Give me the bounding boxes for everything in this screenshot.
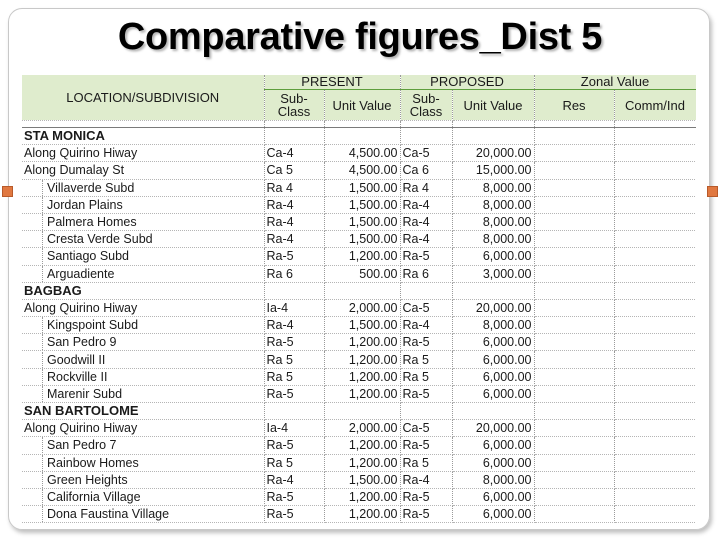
slide-title: Comparative figures_Dist 5	[117, 16, 603, 58]
subdivision-cell	[22, 265, 264, 282]
present-subclass-cell	[264, 128, 324, 145]
present-subclass-cell: Ra 5	[264, 351, 324, 368]
present-subclass-cell: Ra 5	[264, 454, 324, 471]
present-unit-value-cell: 1,200.00	[324, 334, 400, 351]
proposed-subclass-cell: Ra 4	[400, 179, 452, 196]
present-unit-value-cell: 4,500.00	[324, 145, 400, 162]
proposed-unit-value-cell	[452, 403, 534, 420]
proposed-subclass-cell: Ra-5	[400, 506, 452, 523]
proposed-subclass-cell: Ra-4	[400, 213, 452, 230]
barangay-row	[22, 282, 696, 299]
proposed-unit-value-cell	[452, 128, 534, 145]
subdivision-cell	[22, 317, 264, 334]
present-unit-value-cell: 1,500.00	[324, 317, 400, 334]
present-unit-value-cell	[324, 403, 400, 420]
proposed-subclass-cell: Ra-5	[400, 334, 452, 351]
res-cell	[534, 506, 614, 523]
table-row	[22, 471, 696, 488]
res-cell	[534, 128, 614, 145]
subdivision-cell	[22, 179, 264, 196]
subdivision-name: Goodwill II	[42, 352, 105, 368]
present-unit-value-cell: 1,200.00	[324, 248, 400, 265]
comm-ind-cell	[614, 471, 696, 488]
subdivision-cell	[22, 471, 264, 488]
res-cell	[534, 196, 614, 213]
comm-ind-cell	[614, 231, 696, 248]
present-unit-value-cell: 2,000.00	[324, 299, 400, 316]
road-name: Along Quirino Hiway	[22, 420, 264, 437]
table-row	[22, 265, 696, 282]
subdivision-name: Cresta Verde Subd	[42, 231, 153, 247]
subdivision-name: Marenir Subd	[42, 386, 122, 402]
present-unit-value-cell: 1,200.00	[324, 437, 400, 454]
road-name: Along Quirino Hiway	[22, 145, 264, 162]
res-cell	[534, 437, 614, 454]
comm-ind-cell	[614, 299, 696, 316]
proposed-unit-value-cell: 8,000.00	[452, 179, 534, 196]
table-row	[22, 299, 696, 316]
proposed-unit-value-cell: 6,000.00	[452, 248, 534, 265]
table-row	[22, 213, 696, 230]
present-unit-value-header: Unit Value	[324, 90, 400, 121]
present-unit-value-cell: 2,000.00	[324, 420, 400, 437]
res-cell	[534, 471, 614, 488]
table-row	[22, 506, 696, 523]
proposed-unit-value-cell: 6,000.00	[452, 385, 534, 402]
res-cell	[534, 351, 614, 368]
table-row	[22, 454, 696, 471]
present-unit-value-cell: 1,200.00	[324, 368, 400, 385]
proposed-unit-value-cell: 8,000.00	[452, 471, 534, 488]
present-subclass-cell: Ra-5	[264, 385, 324, 402]
table-row	[22, 196, 696, 213]
table-row	[22, 231, 696, 248]
table-row	[22, 162, 696, 179]
barangay-name: SAN BARTOLOME	[22, 403, 264, 420]
present-unit-value-cell: 1,200.00	[324, 351, 400, 368]
res-cell	[534, 385, 614, 402]
subdivision-name: Rainbow Homes	[42, 455, 139, 471]
comm-ind-cell	[614, 488, 696, 505]
subdivision-cell	[22, 196, 264, 213]
zonal-value-table-container	[22, 75, 696, 530]
proposed-unit-value-cell: 3,000.00	[452, 265, 534, 282]
present-subclass-cell: Ra-4	[264, 471, 324, 488]
proposed-unit-value-cell: 8,000.00	[452, 317, 534, 334]
present-subclass-cell: Ra-4	[264, 317, 324, 334]
proposed-subclass-cell: Ra-5	[400, 385, 452, 402]
proposed-unit-value-cell: 6,000.00	[452, 368, 534, 385]
res-cell	[534, 299, 614, 316]
present-subclass-cell: Ra-4	[264, 213, 324, 230]
res-cell	[534, 317, 614, 334]
present-subclass-cell: Ra-5	[264, 488, 324, 505]
subdivision-cell	[22, 334, 264, 351]
proposed-subclass-cell: Ra-5	[400, 437, 452, 454]
subdivision-cell	[22, 437, 264, 454]
header-separator	[22, 121, 696, 128]
table-row	[22, 351, 696, 368]
present-subclass-cell	[264, 282, 324, 299]
subdivision-name: Rockville II	[42, 369, 107, 385]
comm-ind-header: Comm/Ind	[614, 90, 696, 121]
present-subclass-cell: Ca-4	[264, 145, 324, 162]
subdivision-cell	[22, 231, 264, 248]
present-unit-value-cell: 500.00	[324, 265, 400, 282]
proposed-unit-value-cell: 8,000.00	[452, 213, 534, 230]
comm-ind-cell	[614, 506, 696, 523]
resize-handle-right[interactable]	[707, 186, 718, 197]
present-subclass-cell: Ra 6	[264, 265, 324, 282]
comm-ind-cell	[614, 368, 696, 385]
proposed-unit-value-cell: 15,000.00	[452, 162, 534, 179]
subdivision-name: California Village	[42, 489, 141, 505]
proposed-unit-value-cell: 20,000.00	[452, 299, 534, 316]
subdivision-cell	[22, 385, 264, 402]
comm-ind-cell	[614, 162, 696, 179]
table-body	[22, 128, 696, 523]
present-unit-value-cell: 1,500.00	[324, 231, 400, 248]
proposed-unit-value-cell: 8,000.00	[452, 196, 534, 213]
res-cell	[534, 282, 614, 299]
barangay-name: BAGBAG	[22, 282, 264, 299]
present-unit-value-cell: 1,500.00	[324, 196, 400, 213]
road-name: Along Dumalay St	[22, 162, 264, 179]
present-subclass-cell: Ra-5	[264, 248, 324, 265]
subdivision-name: Green Heights	[42, 472, 128, 488]
present-group-header: PRESENT	[264, 75, 400, 90]
subdivision-name: Palmera Homes	[42, 214, 137, 230]
table-row	[22, 488, 696, 505]
table-row	[22, 437, 696, 454]
proposed-subclass-cell: Ra 5	[400, 351, 452, 368]
comm-ind-cell	[614, 282, 696, 299]
comm-ind-cell	[614, 145, 696, 162]
comm-ind-cell	[614, 437, 696, 454]
barangay-row	[22, 128, 696, 145]
comm-ind-cell	[614, 128, 696, 145]
subdivision-name: San Pedro 9	[42, 334, 117, 350]
proposed-subclass-header: Sub- Class	[400, 90, 452, 121]
proposed-unit-value-cell: 20,000.00	[452, 145, 534, 162]
present-unit-value-cell: 1,500.00	[324, 213, 400, 230]
present-subclass-cell: Ra-4	[264, 231, 324, 248]
proposed-unit-value-cell: 8,000.00	[452, 231, 534, 248]
present-subclass-cell: Ra 5	[264, 368, 324, 385]
proposed-unit-value-cell	[452, 282, 534, 299]
comm-ind-cell	[614, 196, 696, 213]
subdivision-cell	[22, 213, 264, 230]
present-unit-value-cell	[324, 282, 400, 299]
present-unit-value-cell: 1,500.00	[324, 179, 400, 196]
proposed-unit-value-cell: 6,000.00	[452, 488, 534, 505]
proposed-unit-value-cell: 6,000.00	[452, 506, 534, 523]
table-row	[22, 145, 696, 162]
zonal-value-table	[22, 75, 696, 523]
res-cell	[534, 403, 614, 420]
res-cell	[534, 488, 614, 505]
subdivision-name: Jordan Plains	[42, 197, 123, 213]
present-unit-value-cell: 1,200.00	[324, 385, 400, 402]
res-cell	[534, 145, 614, 162]
location-header: LOCATION/SUBDIVISION	[22, 75, 264, 121]
proposed-subclass-cell: Ca-5	[400, 420, 452, 437]
res-cell	[534, 231, 614, 248]
resize-handle-left[interactable]	[2, 186, 13, 197]
present-subclass-cell: Ia-4	[264, 420, 324, 437]
comm-ind-cell	[614, 334, 696, 351]
subdivision-cell	[22, 248, 264, 265]
proposed-subclass-cell: Ra 5	[400, 454, 452, 471]
proposed-subclass-cell: Ca 6	[400, 162, 452, 179]
comm-ind-cell	[614, 454, 696, 471]
subdivision-cell	[22, 351, 264, 368]
proposed-subclass-cell	[400, 128, 452, 145]
proposed-group-header: PROPOSED	[400, 75, 534, 90]
table-row	[22, 420, 696, 437]
subdivision-name: Santiago Subd	[42, 248, 129, 264]
present-subclass-cell: Ra-4	[264, 196, 324, 213]
res-cell	[534, 454, 614, 471]
subdivision-cell	[22, 454, 264, 471]
comm-ind-cell	[614, 420, 696, 437]
comm-ind-cell	[614, 351, 696, 368]
present-subclass-cell: Ra-5	[264, 506, 324, 523]
zonal-value-group-header: Zonal Value	[534, 75, 696, 90]
proposed-subclass-cell: Ra-4	[400, 471, 452, 488]
present-subclass-cell	[264, 403, 324, 420]
proposed-unit-value-cell: 6,000.00	[452, 334, 534, 351]
subdivision-cell	[22, 488, 264, 505]
present-subclass-cell: Ra 4	[264, 179, 324, 196]
present-subclass-cell: Ra-5	[264, 437, 324, 454]
proposed-subclass-cell: Ra 5	[400, 368, 452, 385]
comm-ind-cell	[614, 403, 696, 420]
table-row	[22, 317, 696, 334]
comm-ind-cell	[614, 265, 696, 282]
present-subclass-cell: Ia-4	[264, 299, 324, 316]
present-subclass-cell: Ra-5	[264, 334, 324, 351]
proposed-subclass-cell: Ra-4	[400, 231, 452, 248]
subdivision-name: Arguadiente	[42, 266, 114, 282]
present-unit-value-cell: 4,500.00	[324, 162, 400, 179]
comm-ind-cell	[614, 317, 696, 334]
present-subclass-cell: Ca 5	[264, 162, 324, 179]
proposed-subclass-cell: Ra 6	[400, 265, 452, 282]
proposed-subclass-cell: Ra-4	[400, 196, 452, 213]
proposed-subclass-cell: Ra-5	[400, 488, 452, 505]
table-row	[22, 334, 696, 351]
table-row	[22, 248, 696, 265]
res-cell	[534, 265, 614, 282]
res-cell	[534, 248, 614, 265]
barangay-row	[22, 403, 696, 420]
res-cell	[534, 179, 614, 196]
res-header: Res	[534, 90, 614, 121]
res-cell	[534, 420, 614, 437]
table-row	[22, 385, 696, 402]
present-unit-value-cell: 1,200.00	[324, 454, 400, 471]
table-row	[22, 179, 696, 196]
proposed-unit-value-header: Unit Value	[452, 90, 534, 121]
present-unit-value-cell: 1,500.00	[324, 471, 400, 488]
subdivision-name: Kingspoint Subd	[42, 317, 138, 333]
subdivision-cell	[22, 506, 264, 523]
comm-ind-cell	[614, 213, 696, 230]
comm-ind-cell	[614, 385, 696, 402]
proposed-subclass-cell: Ca-5	[400, 145, 452, 162]
proposed-subclass-cell	[400, 403, 452, 420]
proposed-unit-value-cell: 6,000.00	[452, 351, 534, 368]
res-cell	[534, 334, 614, 351]
res-cell	[534, 213, 614, 230]
comm-ind-cell	[614, 179, 696, 196]
proposed-unit-value-cell: 20,000.00	[452, 420, 534, 437]
present-unit-value-cell	[324, 128, 400, 145]
proposed-subclass-cell: Ca-5	[400, 299, 452, 316]
table-row	[22, 368, 696, 385]
comm-ind-cell	[614, 248, 696, 265]
proposed-unit-value-cell: 6,000.00	[452, 454, 534, 471]
proposed-subclass-cell: Ra-5	[400, 248, 452, 265]
road-name: Along Quirino Hiway	[22, 299, 264, 316]
subdivision-name: San Pedro 7	[42, 437, 117, 453]
subdivision-name: Dona Faustina Village	[42, 506, 169, 522]
proposed-subclass-cell: Ra-4	[400, 317, 452, 334]
proposed-unit-value-cell: 6,000.00	[452, 437, 534, 454]
res-cell	[534, 368, 614, 385]
subdivision-cell	[22, 368, 264, 385]
proposed-subclass-cell	[400, 282, 452, 299]
subdivision-name: Villaverde Subd	[42, 180, 134, 196]
present-subclass-header: Sub- Class	[264, 90, 324, 121]
barangay-name: STA MONICA	[22, 128, 264, 145]
present-unit-value-cell: 1,200.00	[324, 488, 400, 505]
res-cell	[534, 162, 614, 179]
present-unit-value-cell: 1,200.00	[324, 506, 400, 523]
